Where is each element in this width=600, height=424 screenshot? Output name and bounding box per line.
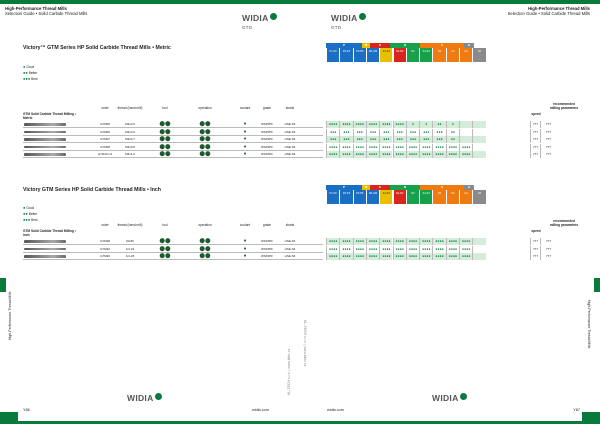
metric-operation-icon: ⬤⬤	[199, 143, 211, 150]
metric-cell-thread: M4x1,0	[125, 152, 135, 156]
metric-rating-cell: ●●●●	[339, 151, 352, 158]
metric-table-row	[23, 144, 323, 151]
metric-cell-shank: HSE S6	[284, 152, 296, 156]
legend-better: Better	[28, 212, 38, 217]
inch-speed-header: speed	[531, 229, 541, 233]
inch-rating-cell: ●●●●	[419, 238, 432, 245]
inch-cell-grade: WS15PF	[260, 254, 273, 258]
header-right-subtitle: Selection Guide • Solid Carbide Thread Mills	[507, 11, 590, 16]
inch-rating-cell	[472, 246, 485, 253]
inch-iso-group-h: H	[464, 185, 474, 190]
logo-mark-icon	[359, 13, 366, 20]
metric-coolant-icon: ♦	[243, 136, 247, 142]
metric-tool-profile-icon: ⬤⬤	[159, 128, 171, 135]
metric-rating-cell: ●●●	[353, 136, 366, 143]
inch-rating-cell: ●●●●	[459, 238, 472, 245]
metric-speed-header: speed	[531, 112, 541, 116]
metric-rating-cell	[459, 136, 472, 143]
metric-tool-image	[24, 146, 66, 149]
logo-mark-icon	[270, 13, 277, 20]
logo-text: WIDIA	[127, 393, 154, 403]
logo-text: WIDIA	[432, 393, 459, 403]
inch-rec-header: recommended milling parameters	[549, 219, 579, 227]
metric-rating-cell: ●●	[446, 136, 459, 143]
metric-col-6: shank	[285, 106, 295, 110]
metric-tool-image	[24, 123, 66, 126]
metric-rating-cell	[472, 129, 485, 136]
metric-iso-group-s: S	[420, 43, 464, 48]
inch-tool-image	[24, 240, 66, 243]
metric-subgroup-0: P1-P2	[326, 48, 339, 62]
metric-rating-cell: ●●●	[432, 136, 445, 143]
inch-rating-cell: ●●●●	[339, 238, 352, 245]
metric-operation-icon: ⬤⬤	[199, 136, 211, 142]
metric-rating-cell: ●●	[432, 121, 445, 128]
metric-rating-cell	[472, 136, 485, 143]
logo-sub: GTD	[331, 25, 342, 30]
metric-rating-cell: ●●●●	[459, 151, 472, 158]
metric-rating-cell: ●●●	[379, 136, 392, 143]
metric-rating-cell: ●●●	[326, 136, 339, 143]
inch-rec-value-2: 777	[540, 253, 556, 260]
metric-rating-cell: ●●●●	[459, 144, 472, 151]
metric-subgroup-8: S3	[432, 48, 445, 62]
metric-rating-cell: ●●●●	[326, 151, 339, 158]
inch-subgroup-2: P5-P6	[353, 190, 366, 204]
inch-rating-cell	[472, 238, 485, 245]
metric-rating-cell: ●●●●	[379, 121, 392, 128]
metric-subgroup-7: S1-S2	[419, 48, 432, 62]
inch-cell-order: G7M28	[100, 239, 110, 243]
metric-operation-icon: ⬤⬤	[199, 151, 211, 157]
metric-rating-cell: ●●●●	[419, 144, 432, 151]
metric-subgroup-3: M1-M3	[366, 48, 379, 62]
metric-rating-cell: ●●●	[326, 129, 339, 136]
inch-col-5: grade	[262, 223, 272, 227]
logo-left	[242, 8, 277, 30]
metric-iso-group-p: P	[326, 43, 362, 48]
metric-coolant-icon: ♦	[243, 121, 247, 127]
metric-rec-value-1: 777	[530, 144, 540, 151]
header-left-subtitle: Selection Guide • Solid Carbide Thread Mills	[5, 11, 88, 16]
inch-cell-shank: HSE S6	[284, 239, 296, 243]
metric-rating-cell	[472, 144, 485, 151]
metric-cell-order: G7M07	[100, 137, 110, 141]
inch-subgroup-11: H2	[472, 190, 485, 204]
metric-col-4: coolant	[239, 106, 251, 110]
metric-coolant-icon: ♦	[243, 128, 247, 135]
inch-cell-thread: #0-80	[126, 239, 134, 243]
metric-rec-value-2: 777	[540, 136, 556, 143]
metric-cell-thread: M4x0,6	[125, 129, 135, 134]
inch-rating-cell: ●●●●	[379, 238, 392, 245]
metric-rating-cell: ●●●●	[432, 144, 445, 151]
metric-rating-cell: ●	[406, 121, 419, 128]
inch-rating-cell: ●●●●	[432, 238, 445, 245]
legend-best: Best	[31, 77, 38, 82]
legend-inch: ● Good ●● Better ●●● Best	[23, 205, 38, 223]
legend-better: Better	[28, 71, 38, 76]
metric-rating-cell: ●●●	[419, 136, 432, 143]
inch-col-1: thread (hand mill)	[117, 223, 143, 227]
inch-cell-order: G7M32	[100, 246, 110, 251]
metric-tool-image	[24, 138, 66, 141]
inch-operation-icon: ⬤⬤	[199, 245, 211, 252]
inch-rating-cell: ●●●●	[379, 253, 392, 260]
metric-rating-cell: ●	[446, 121, 459, 128]
metric-row-header: GTM Solid Carbide Thread Milling • Metric	[23, 112, 77, 120]
inch-cell-grade: WS15PF	[260, 239, 273, 243]
metric-cell-thread: M4x0,5	[125, 122, 135, 126]
inch-col-4: coolant	[239, 223, 251, 227]
inch-iso-group-k: K	[370, 185, 390, 190]
inch-rating-cell: ●●●●	[432, 246, 445, 253]
metric-rating-cell: ●●●●	[339, 121, 352, 128]
metric-rating-cell: ●●●●	[353, 151, 366, 158]
spine-text-right: KL-TECH s.r.o. | www.kltec.cz	[303, 320, 307, 367]
metric-rating-cell: ●●●●	[393, 144, 406, 151]
inch-subgroup-0: P1-P2	[326, 190, 339, 204]
legend-best: Best	[31, 218, 38, 223]
metric-rating-cell: ●●●	[339, 136, 352, 143]
metric-rating-cell: ●●●●	[446, 144, 459, 151]
metric-cell-order: G7M06	[100, 129, 110, 134]
metric-rating-cell: ●●●●	[366, 144, 379, 151]
metric-rating-cell: ●●●	[419, 129, 432, 136]
side-tab-left	[0, 278, 6, 292]
inch-rec-value-1: 777	[530, 238, 540, 245]
metric-subgroup-11: H2	[472, 48, 485, 62]
metric-rating-cell: ●●●●	[406, 144, 419, 151]
metric-tool-image	[24, 131, 66, 134]
inch-cell-shank: HSE S6	[284, 254, 296, 258]
inch-rating-cell: ●●●●	[326, 246, 339, 253]
metric-rating-cell: ●●●●	[353, 144, 366, 151]
inch-table-row	[23, 246, 323, 253]
metric-cell-shank: HSE S6	[284, 137, 296, 141]
logo-text: WIDIA	[242, 13, 269, 23]
inch-rating-cell: ●●●●	[366, 253, 379, 260]
inch-rating-cell: ●●●●	[393, 253, 406, 260]
inch-rating-cell: ●●●●	[406, 253, 419, 260]
inch-rating-cell: ●●●●	[353, 253, 366, 260]
metric-cell-grade: WS15PF	[260, 137, 273, 141]
inch-rating-cell: ●●●●	[339, 246, 352, 253]
metric-rating-cell: ●●●●	[353, 121, 366, 128]
inch-subgroup-10: H1	[459, 190, 472, 204]
inch-rating-cell: ●●●●	[353, 238, 366, 245]
metric-cell-grade: WS15PF	[260, 144, 273, 149]
inch-rating-cell: ●●●●	[406, 238, 419, 245]
logo-mark-icon	[155, 393, 162, 400]
metric-coolant-icon: ♦	[243, 143, 247, 150]
inch-iso-group-p: P	[326, 185, 362, 190]
metric-rating-cell: ●●●	[379, 129, 392, 136]
inch-rating-cell: ●●●●	[393, 246, 406, 253]
inch-rec-value-2: 777	[540, 246, 556, 253]
metric-subgroup-4: K1-K3	[379, 48, 392, 62]
metric-col-1: thread (hand mill)	[117, 106, 143, 110]
legend-metric: ● Good ●● Better ●●● Best	[23, 64, 38, 82]
metric-col-5: grade	[262, 106, 272, 110]
inch-cell-order: G7M36	[100, 254, 110, 258]
metric-table-row	[23, 136, 323, 143]
metric-rating-cell: ●●●●	[366, 121, 379, 128]
metric-rating-cell: ●●●●	[406, 151, 419, 158]
header-right-title: High-Performance Thread Mills	[528, 6, 590, 11]
inch-iso-group-n: N	[390, 185, 420, 190]
metric-rating-cell: ●●●	[393, 129, 406, 136]
inch-rating-cell: ●●●●	[419, 246, 432, 253]
metric-rating-cell: ●●●●	[326, 121, 339, 128]
inch-cell-thread: 1/4-32	[125, 246, 135, 251]
metric-rating-cell: ●●●●	[446, 151, 459, 158]
inch-table-row	[23, 238, 323, 245]
inch-table-row	[23, 253, 323, 260]
inch-tool-profile-icon: ⬤⬤	[159, 238, 171, 244]
logo-text: WIDIA	[331, 13, 358, 23]
metric-cell-order: G7M08	[100, 144, 110, 149]
legend-good: Good	[26, 65, 35, 69]
metric-rating-cell: ●●●●	[339, 144, 352, 151]
inch-rating-cell: ●●●●	[379, 246, 392, 253]
metric-cell-order: G7M10 LS	[97, 152, 113, 156]
metric-tool-image	[24, 153, 66, 156]
inch-rating-cell: ●●●●	[366, 246, 379, 253]
metric-rec-value-1: 777	[530, 121, 540, 128]
inch-cell-thread: 1/4-36	[125, 254, 135, 258]
inch-iso-group-s: S	[420, 185, 464, 190]
inch-coolant-icon: ♦	[243, 253, 247, 259]
metric-cell-shank: HSE S6	[284, 144, 296, 149]
inch-coolant-icon: ♦	[243, 238, 247, 244]
metric-tool-profile-icon: ⬤⬤	[159, 121, 171, 127]
side-label-left: High-Performance Thread Mills	[8, 291, 12, 340]
metric-rating-cell	[459, 129, 472, 136]
inch-subgroup-4: K1-K3	[379, 190, 392, 204]
metric-table-row	[23, 151, 323, 158]
metric-col-0: order	[101, 106, 109, 110]
metric-rating-cell: ●●●●	[326, 144, 339, 151]
inch-operation-icon: ⬤⬤	[199, 253, 211, 259]
legend-good: Good	[26, 206, 35, 210]
metric-subgroup-2: P5-P6	[353, 48, 366, 62]
inch-subgroup-1: P3-P4	[339, 190, 352, 204]
metric-rating-cell: ●●●	[406, 136, 419, 143]
inch-col-6: shank	[285, 223, 295, 227]
inch-rating-cell: ●●●●	[353, 246, 366, 253]
inch-rating-cell: ●●●●	[366, 238, 379, 245]
metric-cell-grade: WS15PF	[260, 152, 273, 156]
metric-operation-icon: ⬤⬤	[199, 128, 211, 135]
metric-subgroup-1: P3-P4	[339, 48, 352, 62]
inch-subgroup-8: S3	[432, 190, 445, 204]
metric-cell-shank: HSE S6	[284, 122, 296, 126]
inch-subgroup-3: M1-M3	[366, 190, 379, 204]
spine-text-left: KL-TECH s.r.o. | www.kltec.cz	[287, 348, 291, 395]
inch-tool-image	[24, 255, 66, 258]
inch-rating-cell: ●●●●	[339, 253, 352, 260]
logo-right	[331, 8, 366, 30]
inch-rating-cell: ●●●●	[459, 253, 472, 260]
metric-table-row	[23, 129, 323, 136]
metric-rating-cell	[472, 121, 485, 128]
metric-col-3: operation	[198, 106, 212, 110]
metric-cell-shank: HSE S6	[284, 129, 296, 134]
inch-rec-value-1: 777	[530, 246, 540, 253]
inch-operation-icon: ⬤⬤	[199, 238, 211, 244]
metric-rating-cell: ●●●●	[379, 151, 392, 158]
metric-rating-cell: ●●●●	[379, 144, 392, 151]
metric-rating-cell	[459, 121, 472, 128]
side-tab-right	[594, 278, 600, 292]
metric-rec-value-2: 777	[540, 129, 556, 136]
metric-tool-profile-icon: ⬤⬤	[159, 143, 171, 150]
metric-rating-cell: ●●●	[366, 129, 379, 136]
metric-title: Victory™ GTM Series HP Solid Carbide Thread Mills • Metric	[23, 45, 171, 51]
inch-subgroup-6: N3	[406, 190, 419, 204]
metric-rec-value-2: 777	[540, 144, 556, 151]
inch-tool-profile-icon: ⬤⬤	[159, 245, 171, 252]
metric-rating-cell: ●●●●	[432, 151, 445, 158]
inch-rating-cell: ●●●●	[406, 246, 419, 253]
inch-rec-value-2: 777	[540, 238, 556, 245]
metric-rating-cell: ●●●	[353, 129, 366, 136]
footer-url-right[interactable]: widia.com	[327, 408, 344, 412]
inch-cell-shank: HSE S6	[284, 246, 296, 251]
metric-rec-value-1: 777	[530, 136, 540, 143]
header-left-title: High-Performance Thread Mills	[5, 6, 67, 11]
inch-rating-cell: ●●●●	[326, 253, 339, 260]
inch-rating-cell: ●●●●	[446, 246, 459, 253]
metric-cell-thread: M4x0,8	[125, 144, 135, 149]
metric-cell-thread: M4x0,7	[125, 137, 135, 141]
logo-mark-icon	[460, 393, 467, 400]
logo-sub: GTD	[242, 25, 253, 30]
metric-rating-cell: ●	[419, 121, 432, 128]
metric-tool-profile-icon: ⬤⬤	[159, 151, 171, 157]
inch-rating-cell: ●●●●	[446, 253, 459, 260]
metric-subgroup-6: N3	[406, 48, 419, 62]
inch-col-0: order	[101, 223, 109, 227]
page-number-right: Y87	[573, 408, 580, 412]
metric-rec-value-1: 777	[530, 151, 540, 158]
metric-rating-cell: ●●●	[366, 136, 379, 143]
header-left	[5, 6, 87, 16]
inch-tool-image	[24, 248, 66, 251]
metric-rec-value-2: 777	[540, 121, 556, 128]
metric-cell-order: G7M05	[100, 122, 110, 126]
footer-logo-right	[432, 388, 467, 406]
inch-rec-value-1: 777	[530, 253, 540, 260]
top-green-bar	[0, 0, 600, 4]
metric-rating-cell: ●●●	[432, 129, 445, 136]
metric-rating-cell: ●●	[446, 129, 459, 136]
metric-tool-profile-icon: ⬤⬤	[159, 136, 171, 142]
metric-rating-cell: ●●●●	[419, 151, 432, 158]
inch-subgroup-7: S1-S2	[419, 190, 432, 204]
metric-operation-icon: ⬤⬤	[199, 121, 211, 127]
metric-rating-cell: ●●●●	[393, 121, 406, 128]
inch-rating-cell: ●●●●	[326, 238, 339, 245]
inch-rating-cell	[472, 253, 485, 260]
metric-rating-cell: ●●●	[406, 129, 419, 136]
inch-subgroup-5: N1-N2	[393, 190, 406, 204]
metric-rating-cell: ●●●	[339, 129, 352, 136]
inch-title: Victory GTM Series HP Solid Carbide Thread Mills • Inch	[23, 187, 161, 193]
metric-iso-group-h: H	[464, 43, 474, 48]
header-right	[508, 6, 590, 16]
metric-rating-cell: ●●●	[393, 136, 406, 143]
metric-col-2: tool	[162, 106, 168, 110]
metric-subgroup-9: S4	[446, 48, 459, 62]
inch-col-2: tool	[162, 223, 168, 227]
metric-iso-group-k: K	[370, 43, 390, 48]
inch-rating-cell: ●●●●	[459, 246, 472, 253]
page-number-left: Y86	[23, 408, 30, 412]
footer-logo-left	[127, 388, 162, 406]
inch-tool-profile-icon: ⬤⬤	[159, 253, 171, 259]
inch-col-3: operation	[198, 223, 212, 227]
metric-rating-cell	[472, 151, 485, 158]
inch-rating-cell: ●●●●	[393, 238, 406, 245]
inch-cell-grade: WS15PF	[260, 246, 273, 251]
inch-coolant-icon: ♦	[243, 245, 247, 252]
inch-rating-cell: ●●●●	[432, 253, 445, 260]
inch-subgroup-9: S4	[446, 190, 459, 204]
metric-rec-header: recommended milling parameters	[549, 102, 579, 110]
metric-subgroup-5: N1-N2	[393, 48, 406, 62]
inch-rating-cell: ●●●●	[446, 238, 459, 245]
metric-subgroup-10: H1	[459, 48, 472, 62]
metric-rating-cell: ●●●●	[393, 151, 406, 158]
metric-coolant-icon: ♦	[243, 151, 247, 157]
metric-cell-grade: WS15PF	[260, 122, 273, 126]
metric-cell-grade: WS15PF	[260, 129, 273, 134]
metric-table-row	[23, 121, 323, 128]
inch-row-header: GTM Solid Carbide Thread Milling • Inch	[23, 229, 77, 237]
metric-iso-group-m: M	[362, 43, 370, 48]
inch-rating-cell: ●●●●	[419, 253, 432, 260]
metric-rec-value-1: 777	[530, 129, 540, 136]
inch-iso-group-m: M	[362, 185, 370, 190]
footer-url-left[interactable]: widia.com	[252, 408, 269, 412]
metric-iso-group-n: N	[390, 43, 420, 48]
metric-rating-cell: ●●●●	[366, 151, 379, 158]
side-label-right: High-Performance Thread Mills	[587, 300, 591, 349]
metric-rec-value-2: 777	[540, 151, 556, 158]
